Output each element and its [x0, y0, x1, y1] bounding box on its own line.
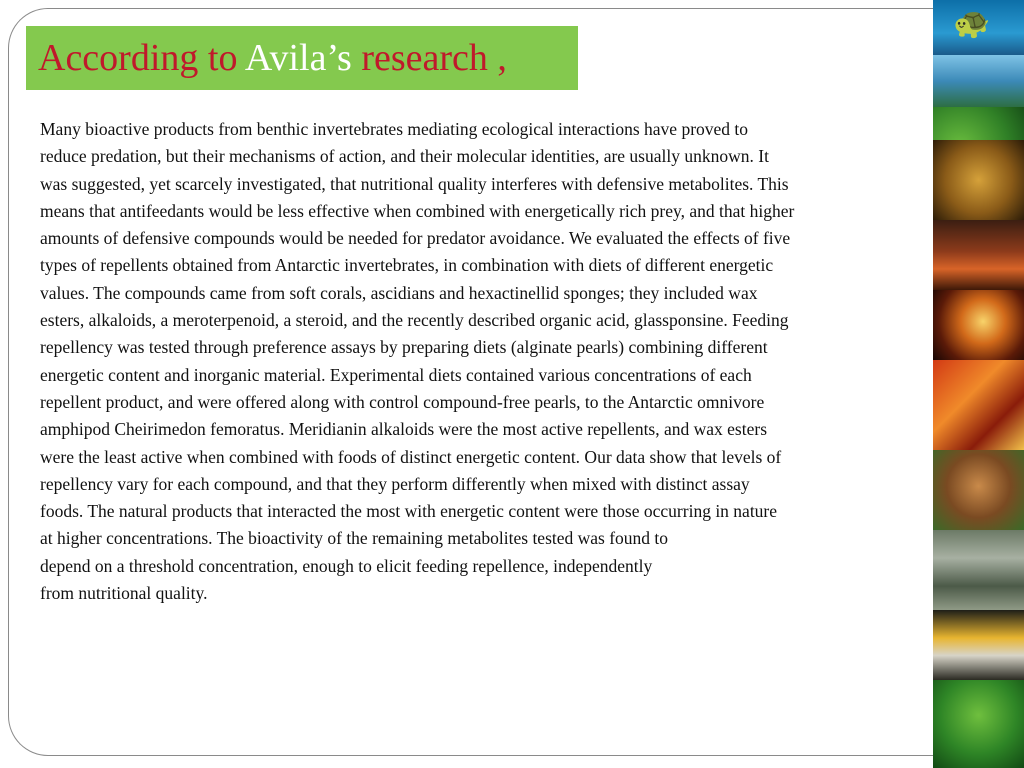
- body-line: at higher concentrations. The bioactivity of the remaining metabolites tested was found to: [40, 528, 669, 549]
- hornbill-image: [933, 610, 1024, 680]
- title-part-2: Avila’s: [244, 37, 352, 79]
- body-paragraph: [40, 116, 920, 607]
- coral-image: [933, 360, 1024, 450]
- seals-image: [933, 530, 1024, 610]
- millipede-image: [933, 220, 1024, 290]
- body-line: amphipod Cheirimedon femoratus. Meridianin alkaloids were the most active repellents, and wax esters: [40, 419, 768, 440]
- body-line: reduce predation, but their mechanisms of action, and their molecular identities, are usually unknown. It: [40, 146, 769, 167]
- body-line: types of repellents obtained from Antarctic invertebrates, in combination with diets of different energetic: [40, 255, 774, 276]
- body-line: were the least active when combined with foods of distinct energetic content. Our data show that levels of: [40, 446, 782, 467]
- body-line: repellency vary for each compound, and that they perform differently when mixed with distinct assay: [40, 473, 750, 494]
- title-part-1: According to: [38, 37, 245, 79]
- body-line: foods. The natural products that interacted the most with energetic content were those occurring in nature: [40, 501, 778, 522]
- jaguar-image: [933, 140, 1024, 220]
- slide-title: [26, 26, 578, 90]
- body-line: energetic content and inorganic material. Experimental diets contained various concentrations of each: [40, 364, 752, 385]
- body-line: amounts of defensive compounds would be needed for predator avoidance. We evaluated the effects of five: [40, 228, 791, 249]
- turtle-icon: 🐢: [953, 6, 991, 41]
- body-line: repellency was tested through preference assays by preparing diets (alginate pearls) combining different: [40, 337, 768, 358]
- body-line: repellent product, and were offered along with control compound-free pearls, to the Antarctic omnivore: [40, 391, 765, 412]
- body-line: Many bioactive products from benthic invertebrates mediating ecological interactions have proved to: [40, 119, 749, 139]
- body-line: esters, alkaloids, a meroterpenoid, a steroid, and the recently described organic acid, glassponsine. Feeding: [40, 310, 789, 331]
- body-line: was suggested, yet scarcely investigated, that nutritional quality interferes with defensive metabolites. This: [40, 173, 789, 194]
- title-part-3: research ,: [351, 37, 507, 79]
- body-line: depend on a threshold concentration, enough to elicit feeding repellence, independently: [40, 555, 653, 576]
- body-line: values. The compounds came from soft corals, ascidians and hexactinellid sponges; they included wax: [40, 282, 758, 303]
- jungle-image: [933, 680, 1024, 768]
- body-line: means that antifeedants would be less effective when combined with energetically rich prey, and that higher: [40, 200, 795, 221]
- sunset-bird-image: [933, 290, 1024, 360]
- body-line: from nutritional quality.: [40, 583, 208, 604]
- nature-image-strip: [933, 0, 1024, 768]
- island-image: [933, 55, 1024, 107]
- monkey-image: [933, 450, 1024, 530]
